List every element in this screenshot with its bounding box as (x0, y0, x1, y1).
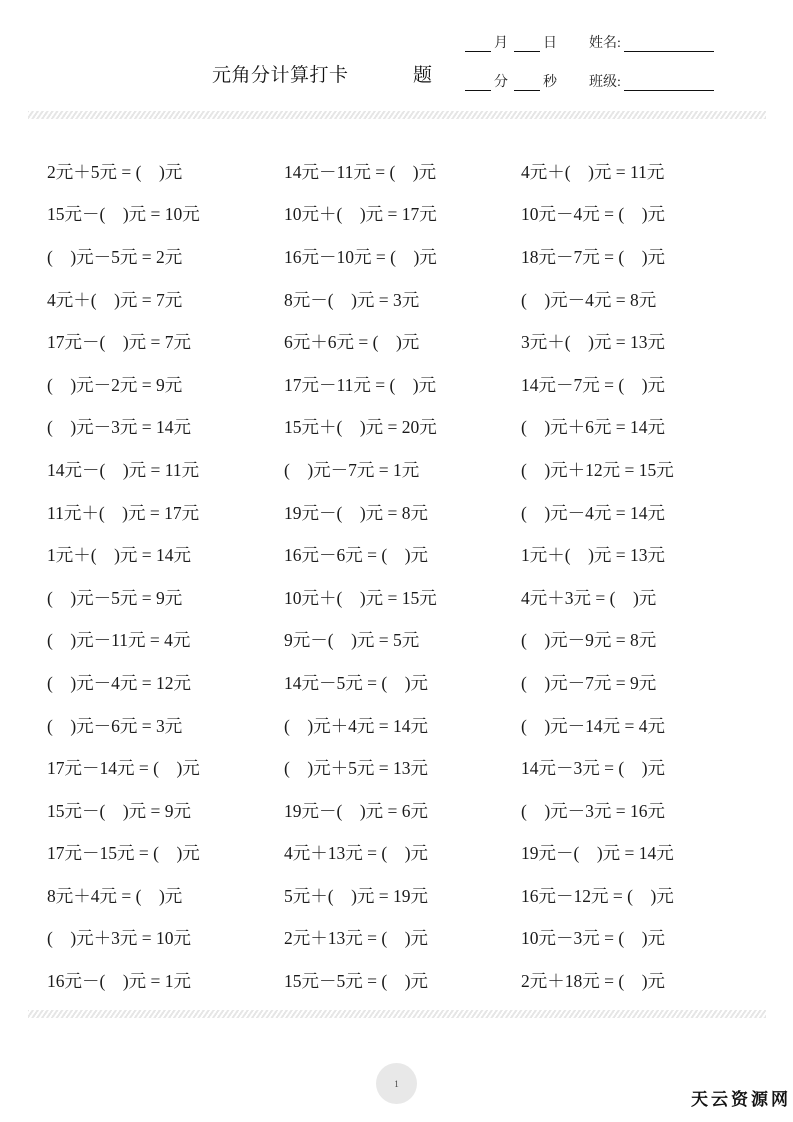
class-field (589, 71, 714, 91)
second-label: 秒 (543, 75, 557, 90)
problem[interactable]: ( )元－11元 = 4元 (47, 630, 191, 651)
problem-row (47, 533, 747, 576)
problem-row (47, 363, 747, 406)
problem[interactable]: ( )元＋12元 = 15元 (521, 459, 674, 480)
name-blank[interactable] (624, 37, 714, 52)
problem[interactable]: 4元＋13元 = ( )元 (284, 843, 429, 864)
problem[interactable]: 10元－4元 = ( )元 (521, 204, 666, 225)
problem-row (47, 746, 747, 789)
name-field (589, 32, 714, 52)
problem[interactable]: 19元－( )元 = 8元 (284, 502, 429, 523)
worksheet-header (0, 0, 793, 110)
problem[interactable]: 3元＋( )元 = 13元 (521, 332, 666, 353)
problem[interactable]: 17元－11元 = ( )元 (284, 374, 437, 395)
problem-row (47, 874, 747, 917)
problem[interactable]: 16元－( )元 = 1元 (47, 971, 192, 992)
problem[interactable]: 16元－6元 = ( )元 (284, 545, 429, 566)
problem[interactable]: ( )元－4元 = 14元 (521, 502, 666, 523)
problem[interactable]: ( )元＋6元 = 14元 (521, 417, 666, 438)
month-label: 月 (494, 36, 508, 51)
problem[interactable]: 15元－( )元 = 9元 (47, 800, 192, 821)
problem[interactable]: 15元－5元 = ( )元 (284, 971, 429, 992)
problem[interactable]: ( )元－3元 = 14元 (47, 417, 192, 438)
problem[interactable]: ( )元－5元 = 2元 (47, 246, 183, 267)
watermark-logo: 天云资源网 (691, 1090, 791, 1110)
problem[interactable]: 16元－12元 = ( )元 (521, 885, 674, 906)
problem[interactable]: 4元＋3元 = ( )元 (521, 587, 657, 608)
name-label: 姓名: (589, 36, 621, 51)
problem[interactable]: 1元＋( )元 = 14元 (47, 545, 192, 566)
problem-row (47, 406, 747, 449)
problem-row (47, 235, 747, 278)
problem[interactable]: ( )元－4元 = 12元 (47, 672, 192, 693)
problem-row (47, 491, 747, 534)
problem[interactable]: ( )元－2元 = 9元 (47, 374, 183, 395)
problem[interactable]: 2元＋13元 = ( )元 (284, 928, 429, 949)
problem[interactable]: 8元＋4元 = ( )元 (47, 885, 183, 906)
problem-row (47, 278, 747, 321)
problem[interactable]: 14元－7元 = ( )元 (521, 374, 666, 395)
second-blank[interactable] (514, 76, 540, 91)
problem[interactable]: ( )元－9元 = 8元 (521, 630, 657, 651)
problem[interactable]: 14元－( )元 = 11元 (47, 459, 200, 480)
minute-label: 分 (494, 75, 508, 90)
problem-row (47, 448, 747, 491)
problem[interactable]: ( )元＋5元 = 13元 (284, 758, 429, 779)
day-label: 日 (543, 36, 557, 51)
problem-row (47, 150, 747, 193)
problem[interactable]: ( )元－4元 = 8元 (521, 289, 657, 310)
month-blank[interactable] (465, 37, 491, 52)
problem-grid (47, 150, 747, 1002)
problem[interactable]: 19元－( )元 = 6元 (284, 800, 429, 821)
problem-row (47, 704, 747, 747)
problem[interactable]: 14元－11元 = ( )元 (284, 161, 437, 182)
problem[interactable]: 17元－( )元 = 7元 (47, 332, 192, 353)
problem-row (47, 832, 747, 875)
bottom-divider (28, 1010, 766, 1018)
problem[interactable]: 1元＋( )元 = 13元 (521, 545, 666, 566)
time-fields (465, 71, 563, 91)
problem[interactable]: 11元＋( )元 = 17元 (47, 502, 200, 523)
problem-row (47, 320, 747, 363)
problem[interactable]: ( )元－7元 = 9元 (521, 672, 657, 693)
problem[interactable]: 6元＋6元 = ( )元 (284, 332, 420, 353)
problem[interactable]: ( )元－7元 = 1元 (284, 459, 420, 480)
problem-row (47, 789, 747, 832)
page-number-badge (376, 1063, 417, 1104)
problem[interactable]: ( )元＋4元 = 14元 (284, 715, 429, 736)
problem[interactable]: 2元＋18元 = ( )元 (521, 971, 666, 992)
problem[interactable]: 19元－( )元 = 14元 (521, 843, 674, 864)
problem[interactable]: 15元＋( )元 = 20元 (284, 417, 437, 438)
top-divider (28, 111, 766, 119)
problem[interactable]: 10元＋( )元 = 17元 (284, 204, 437, 225)
class-blank[interactable] (624, 76, 714, 91)
problem[interactable]: 4元＋( )元 = 11元 (521, 161, 665, 182)
problem[interactable]: 5元＋( )元 = 19元 (284, 885, 429, 906)
problem[interactable]: ( )元－14元 = 4元 (521, 715, 666, 736)
problem[interactable]: 9元－( )元 = 5元 (284, 630, 420, 651)
problem[interactable]: 15元－( )元 = 10元 (47, 204, 200, 225)
problem-row (47, 576, 747, 619)
problem-row (47, 959, 747, 1002)
problem[interactable]: ( )元－3元 = 16元 (521, 800, 666, 821)
problem[interactable]: ( )元－6元 = 3元 (47, 715, 183, 736)
problem-row (47, 619, 747, 662)
problem[interactable]: 14元－5元 = ( )元 (284, 672, 429, 693)
minute-blank[interactable] (465, 76, 491, 91)
problem[interactable]: 17元－14元 = ( )元 (47, 758, 200, 779)
problem[interactable]: 2元＋5元 = ( )元 (47, 161, 183, 182)
problem-row (47, 917, 747, 960)
problem[interactable]: 8元－( )元 = 3元 (284, 289, 420, 310)
problem[interactable]: 17元－15元 = ( )元 (47, 843, 200, 864)
problem[interactable]: 10元－3元 = ( )元 (521, 928, 666, 949)
date-fields (465, 32, 563, 52)
worksheet-title: 元角分计算打卡 (212, 64, 349, 86)
problem[interactable]: 14元－3元 = ( )元 (521, 758, 666, 779)
problem-row (47, 193, 747, 236)
problem-row (47, 661, 747, 704)
day-blank[interactable] (514, 37, 540, 52)
problem[interactable]: ( )元＋3元 = 10元 (47, 928, 192, 949)
page-number: 1 (394, 1078, 399, 1089)
problem[interactable]: ( )元－5元 = 9元 (47, 587, 183, 608)
problem[interactable]: 16元－10元 = ( )元 (284, 246, 437, 267)
problem[interactable]: 10元＋( )元 = 15元 (284, 587, 437, 608)
problem[interactable]: 18元－7元 = ( )元 (521, 246, 666, 267)
class-label: 班级: (589, 75, 621, 90)
problem[interactable]: 4元＋( )元 = 7元 (47, 289, 183, 310)
question-count-label: 题 (413, 64, 433, 86)
